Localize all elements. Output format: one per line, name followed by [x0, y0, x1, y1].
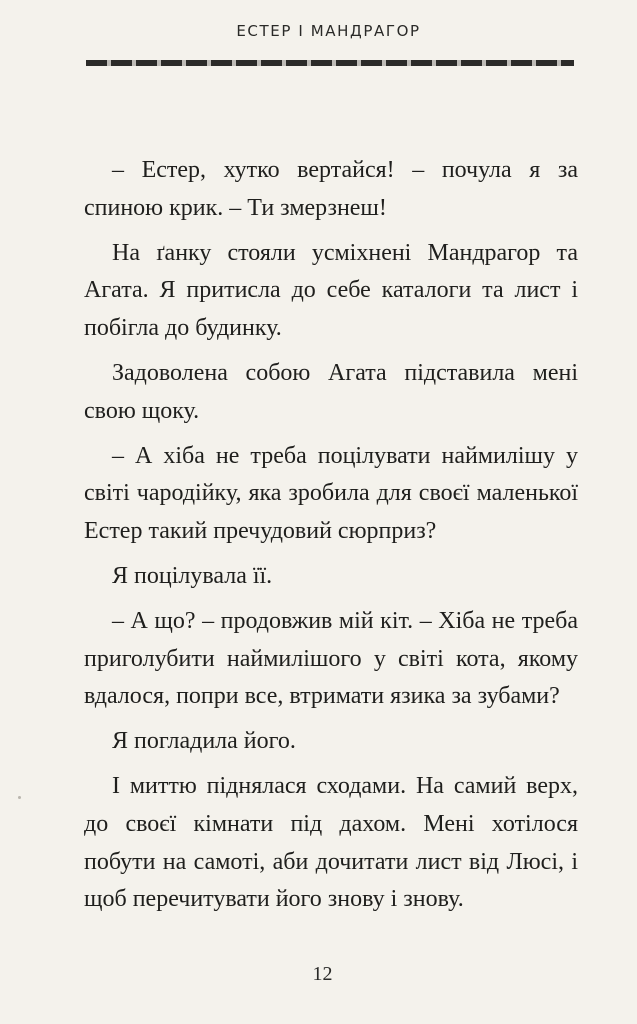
paragraph-2: На ґанку стояли усміхнені Мандрагор та Агата. Я притисла до себе каталоги та лист і побігла до будинку.: [84, 239, 578, 342]
paragraph-4: – А хіба не треба поцілувати наймилішу у світі чародійку, яка зробила для своєї маленької Естер такий пречудовий сюрприз?: [84, 442, 578, 545]
paper-speck: [18, 796, 21, 799]
paragraph-5: Я поцілувала її.: [112, 562, 273, 589]
header-dashed-rule: [86, 60, 574, 66]
paragraph-6: – А що? – продовжив мій кіт. – Хіба не треба приголубити наймилішого у світі кота, якому вдалося, попри все, втримати язика за зубами?: [84, 607, 578, 710]
paragraph-3: Задоволена собою Агата підставила мені свою щоку.: [84, 359, 578, 424]
running-head-title: ЕСТЕР І МАНДРАГОР: [236, 22, 421, 40]
paragraph-7: Я погладила його.: [112, 728, 296, 755]
paragraph-1: – Естер, хутко вертайся! – почула я за спиною крик. – Ти змерзнеш!: [84, 157, 578, 221]
page-number: 12: [312, 963, 333, 985]
body-text: [84, 152, 578, 926]
paragraph-8: І миттю піднялася сходами. На самий верх, до своєї кімнати під дахом. Мені хотілося побути на самоті, аби дочитати лист від Люсі, і щоб перечитувати його знову і знову.: [84, 772, 578, 913]
